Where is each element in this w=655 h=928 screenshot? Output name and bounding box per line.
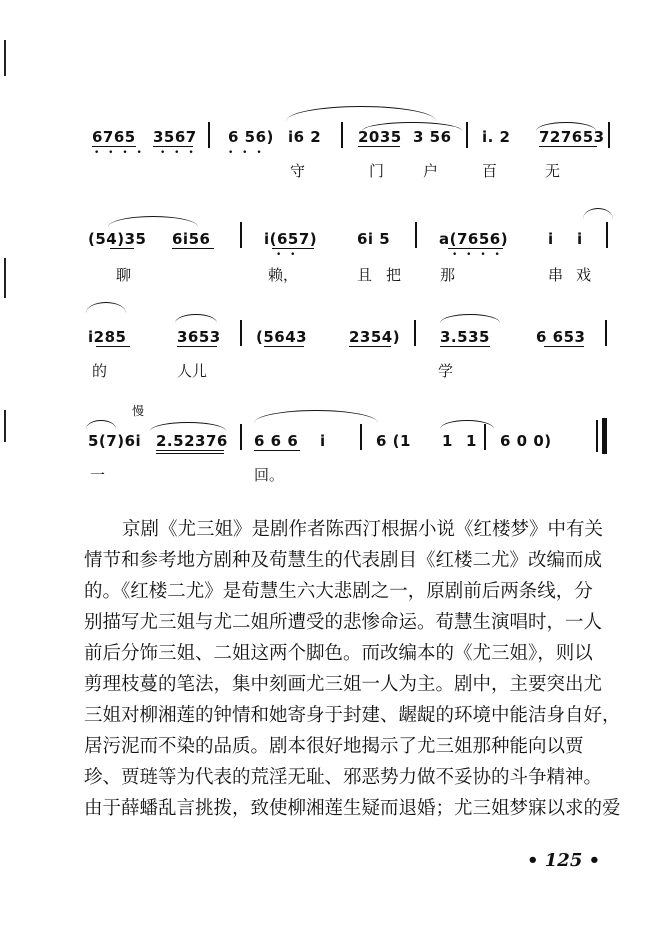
note-group: 5(7)6i: [88, 432, 142, 450]
beam-line: [349, 346, 391, 347]
slur-mark: [150, 422, 226, 431]
note-group: 3567: [153, 128, 197, 146]
slur-mark: [286, 106, 436, 121]
beam-line: [177, 346, 217, 347]
lyric-char: 的: [92, 362, 108, 380]
lyric-char: 学: [438, 362, 454, 380]
note-group: 6765: [92, 128, 136, 146]
beam-line: [544, 346, 584, 347]
beam-line: [96, 346, 130, 347]
page-edge-mark: [4, 410, 6, 442]
note-group: 1: [466, 432, 477, 450]
beam-line: [172, 248, 214, 249]
bar-line: [605, 320, 607, 346]
bar-line: [606, 222, 608, 248]
note-group: (54)35: [88, 230, 147, 248]
bar-line: [208, 122, 210, 148]
beam-line: [358, 146, 400, 147]
note-group: 3653: [177, 328, 221, 346]
octave-dots: • • • •: [94, 148, 145, 158]
lyric-char: 百: [482, 162, 498, 180]
lyric-char: 无: [545, 162, 561, 180]
beam-line: [156, 450, 224, 451]
lyric-char: 聊: [116, 266, 132, 284]
slur-mark: [86, 302, 126, 313]
paragraph-line: 剪理枝蔓的笔法，集中刻画尤三姐一人为主。剧中，主要突出尤: [84, 674, 603, 695]
lyric-char: 且: [357, 266, 373, 284]
beam-line: [539, 146, 597, 147]
slur-mark: [254, 410, 378, 423]
paragraph-line: 京剧《尤三姐》是剧作者陈西汀根据小说《红楼梦》中有关: [122, 519, 604, 540]
note-group: i: [577, 230, 583, 248]
octave-dots: • • •: [160, 148, 197, 158]
octave-dots: • • • •: [452, 250, 503, 260]
body-paragraph: [84, 514, 621, 824]
beam-line: [440, 346, 490, 347]
lyric-char: 赖，: [268, 266, 299, 284]
bar-line: [360, 424, 362, 450]
lyric-char: 把: [386, 266, 402, 284]
beam-line: [156, 453, 224, 454]
slur-mark: [583, 208, 613, 219]
note-group: 3.535: [440, 328, 490, 346]
note-group: 6i56: [172, 230, 211, 248]
note-group: 3 56: [413, 128, 452, 146]
note-group: 6 6 6: [254, 432, 299, 450]
bar-line: [596, 420, 598, 452]
note-group: 6 653: [536, 328, 586, 346]
bar-line: [414, 320, 416, 346]
note-group: a(7656): [439, 230, 509, 248]
note-group: 727653: [539, 128, 605, 146]
note-group: i6 2: [288, 128, 322, 146]
bar-line: [240, 320, 242, 346]
slur-mark: [86, 420, 116, 429]
note-group: 2354): [349, 328, 401, 346]
paragraph-line: 的。《红楼二尤》是荀慧生六大悲剧之一，原剧前后两条线，分: [84, 581, 593, 602]
slur-mark: [175, 314, 217, 323]
beam-line: [254, 450, 300, 451]
note-group: 6 (1: [376, 432, 411, 450]
paragraph-line: 由于薛蟠乱言挑拨，致使柳湘莲生疑而退婚；尤三姐梦寐以求的爱: [84, 798, 621, 819]
octave-dots: • • •: [228, 148, 265, 158]
paragraph-line: 别描写尤三姐与尤二姐所遭受的悲惨命运。荀慧生演唱时，一人: [84, 612, 603, 633]
bar-line: [240, 424, 242, 450]
beam-line: [264, 346, 304, 347]
lyric-char: 戏: [576, 266, 592, 284]
paragraph-line: 居污泥而不染的品质。剧本很好地揭示了尤三姐那种能向以贾: [84, 736, 584, 757]
paragraph-line: 情节和参考地方剧种及荀慧生的代表剧目《红楼二尤》改编而成: [84, 550, 603, 571]
bar-line: [341, 122, 343, 148]
tempo-marking: 慢: [132, 404, 145, 418]
slur-mark: [440, 314, 500, 323]
lyric-char: 户: [423, 162, 439, 180]
lyric-char: 串: [548, 266, 564, 284]
page-edge-mark: [4, 258, 6, 298]
final-bar-line: [602, 418, 607, 454]
paragraph-line: 前后分饰三姐、二姐这两个脚色。而改编本的《尤三姐》，则以: [84, 643, 593, 664]
lyric-char: 一: [90, 466, 106, 484]
note-group: i(657): [264, 230, 318, 248]
paragraph-line: 三姐对柳湘莲的钟情和她寄身于封建、龌龊的环境中能洁身自好，: [84, 705, 621, 726]
lyric-char: 那: [440, 266, 456, 284]
note-group: 1: [442, 432, 453, 450]
note-group: 6 56): [228, 128, 274, 146]
note-group: i. 2: [482, 128, 511, 146]
bar-line: [466, 122, 468, 148]
bar-line: [608, 122, 610, 148]
note-group: i285: [88, 328, 127, 346]
lyric-char: 回。: [254, 466, 285, 484]
note-group: 6i 5: [357, 230, 391, 248]
note-group: 2.52376: [156, 432, 228, 450]
note-group: i: [548, 230, 554, 248]
paragraph-line: 珍、贾琏等为代表的荒淫无耻、邪恶势力做不妥协的斗争精神。: [84, 767, 603, 788]
note-group: (5643: [256, 328, 308, 346]
note-group: 2035: [358, 128, 402, 146]
note-group: 6 0 0): [500, 432, 552, 450]
lyric-char: 人儿: [177, 362, 208, 380]
lyric-char: 守: [290, 162, 306, 180]
octave-dots: • •: [276, 250, 299, 260]
page-number: • 125 •: [527, 850, 601, 871]
page-edge-mark: [4, 40, 6, 76]
bar-line: [240, 222, 242, 248]
note-group: i: [320, 432, 326, 450]
bar-line: [415, 222, 417, 248]
lyric-char: 门: [369, 162, 385, 180]
slur-mark: [108, 216, 198, 227]
bar-line: [484, 424, 486, 450]
beam-line: [110, 248, 134, 249]
